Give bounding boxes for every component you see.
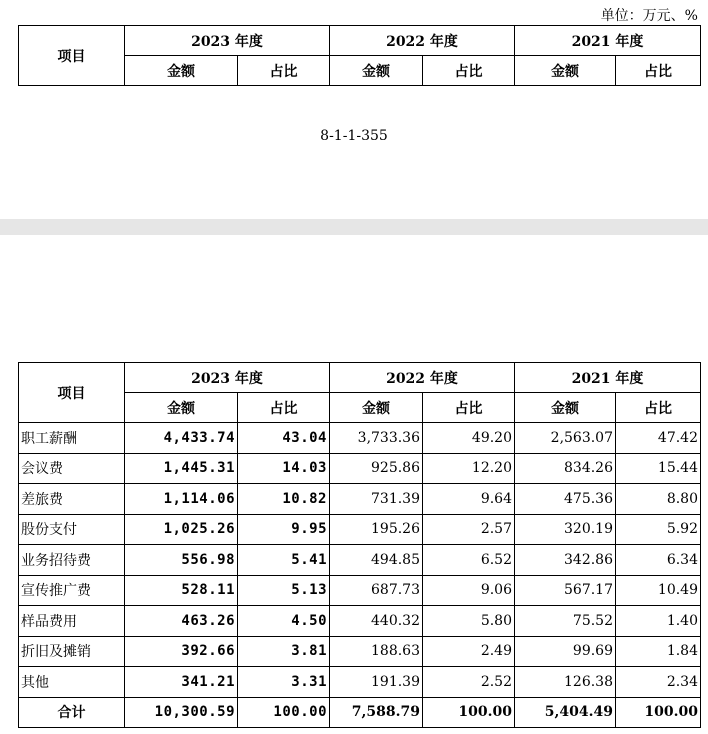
- ratio-cell: 6.34: [616, 545, 701, 576]
- ratio-cell: 5.41: [238, 545, 330, 576]
- page-number: 8-1-1-355: [320, 128, 388, 144]
- amount-cell: 4,433.74: [125, 423, 238, 454]
- amount-cell: 320.19: [515, 514, 616, 545]
- ratio-cell: 5.13: [238, 575, 330, 606]
- ratio-cell: 100.00: [616, 697, 701, 728]
- ratio-cell: 3.81: [238, 636, 330, 667]
- ratio-header: 占比: [238, 393, 330, 423]
- ratio-cell: 100.00: [423, 697, 515, 728]
- ratio-header: 占比: [423, 56, 515, 86]
- ratio-cell: 5.80: [423, 606, 515, 637]
- amount-cell: 2,563.07: [515, 423, 616, 454]
- table-body: [19, 423, 701, 728]
- ratio-cell: 10.49: [616, 575, 701, 606]
- year-header-2022: 2022 年度: [330, 26, 515, 56]
- amount-cell: 731.39: [330, 484, 423, 515]
- amount-cell: 834.26: [515, 453, 616, 484]
- amount-header: 金额: [515, 56, 616, 86]
- table-row: [19, 606, 701, 637]
- ratio-header: 占比: [616, 393, 701, 423]
- amount-cell: 188.63: [330, 636, 423, 667]
- year-header-2023: 2023 年度: [125, 26, 330, 56]
- amount-cell: 126.38: [515, 667, 616, 698]
- amount-cell: 556.98: [125, 545, 238, 576]
- amount-cell: 195.26: [330, 514, 423, 545]
- ratio-cell: 2.57: [423, 514, 515, 545]
- page-break-divider: [0, 219, 708, 235]
- ratio-cell: 43.04: [238, 423, 330, 454]
- row-label: 宣传推广费: [19, 575, 125, 606]
- item-header: 项目: [19, 363, 125, 423]
- amount-cell: 475.36: [515, 484, 616, 515]
- total-label: 合计: [19, 697, 125, 728]
- year-header-2022: 2022 年度: [330, 363, 515, 393]
- year-header-2023: 2023 年度: [125, 363, 330, 393]
- amount-cell: 925.86: [330, 453, 423, 484]
- ratio-cell: 49.20: [423, 423, 515, 454]
- unit-label: 单位：万元、%: [600, 8, 698, 24]
- ratio-cell: 2.52: [423, 667, 515, 698]
- ratio-cell: 1.84: [616, 636, 701, 667]
- amount-cell: 687.73: [330, 575, 423, 606]
- ratio-cell: 15.44: [616, 453, 701, 484]
- year-header-2021: 2021 年度: [515, 363, 701, 393]
- expense-table: [18, 362, 701, 728]
- amount-cell: 440.32: [330, 606, 423, 637]
- ratio-header: 占比: [616, 56, 701, 86]
- amount-cell: 1,445.31: [125, 453, 238, 484]
- ratio-cell: 100.00: [238, 697, 330, 728]
- ratio-cell: 2.34: [616, 667, 701, 698]
- ratio-cell: 8.80: [616, 484, 701, 515]
- ratio-cell: 14.03: [238, 453, 330, 484]
- amount-header: 金额: [125, 56, 238, 86]
- amount-cell: 342.86: [515, 545, 616, 576]
- ratio-cell: 3.31: [238, 667, 330, 698]
- expense-table-header-fragment: [18, 25, 701, 86]
- amount-cell: 528.11: [125, 575, 238, 606]
- row-label: 折旧及摊销: [19, 636, 125, 667]
- amount-cell: 3,733.36: [330, 423, 423, 454]
- amount-cell: 341.21: [125, 667, 238, 698]
- amount-cell: 5,404.49: [515, 697, 616, 728]
- table-row: [19, 636, 701, 667]
- total-row: [19, 697, 701, 728]
- ratio-cell: 9.64: [423, 484, 515, 515]
- amount-cell: 191.39: [330, 667, 423, 698]
- table-row: [19, 575, 701, 606]
- table-row: [19, 423, 701, 454]
- table-row: [19, 453, 701, 484]
- ratio-header: 占比: [423, 393, 515, 423]
- amount-cell: 1,025.26: [125, 514, 238, 545]
- row-label: 差旅费: [19, 484, 125, 515]
- ratio-cell: 5.92: [616, 514, 701, 545]
- amount-cell: 75.52: [515, 606, 616, 637]
- ratio-header: 占比: [238, 56, 330, 86]
- row-label: 职工薪酬: [19, 423, 125, 454]
- amount-cell: 494.85: [330, 545, 423, 576]
- ratio-cell: 4.50: [238, 606, 330, 637]
- amount-cell: 567.17: [515, 575, 616, 606]
- amount-cell: 463.26: [125, 606, 238, 637]
- ratio-cell: 9.95: [238, 514, 330, 545]
- amount-cell: 99.69: [515, 636, 616, 667]
- row-label: 业务招待费: [19, 545, 125, 576]
- table-row: [19, 667, 701, 698]
- row-label: 会议费: [19, 453, 125, 484]
- amount-cell: 392.66: [125, 636, 238, 667]
- ratio-cell: 6.52: [423, 545, 515, 576]
- amount-header: 金额: [330, 393, 423, 423]
- year-header-2021: 2021 年度: [515, 26, 701, 56]
- item-header: 项目: [19, 26, 125, 86]
- ratio-cell: 9.06: [423, 575, 515, 606]
- ratio-cell: 47.42: [616, 423, 701, 454]
- amount-cell: 10,300.59: [125, 697, 238, 728]
- ratio-cell: 1.40: [616, 606, 701, 637]
- amount-cell: 7,588.79: [330, 697, 423, 728]
- amount-header: 金额: [515, 393, 616, 423]
- row-label: 股份支付: [19, 514, 125, 545]
- amount-cell: 1,114.06: [125, 484, 238, 515]
- table-row: [19, 545, 701, 576]
- row-label: 其他: [19, 667, 125, 698]
- ratio-cell: 12.20: [423, 453, 515, 484]
- ratio-cell: 10.82: [238, 484, 330, 515]
- amount-header: 金额: [330, 56, 423, 86]
- amount-header: 金额: [125, 393, 238, 423]
- ratio-cell: 2.49: [423, 636, 515, 667]
- table-row: [19, 514, 701, 545]
- row-label: 样品费用: [19, 606, 125, 637]
- table-row: [19, 484, 701, 515]
